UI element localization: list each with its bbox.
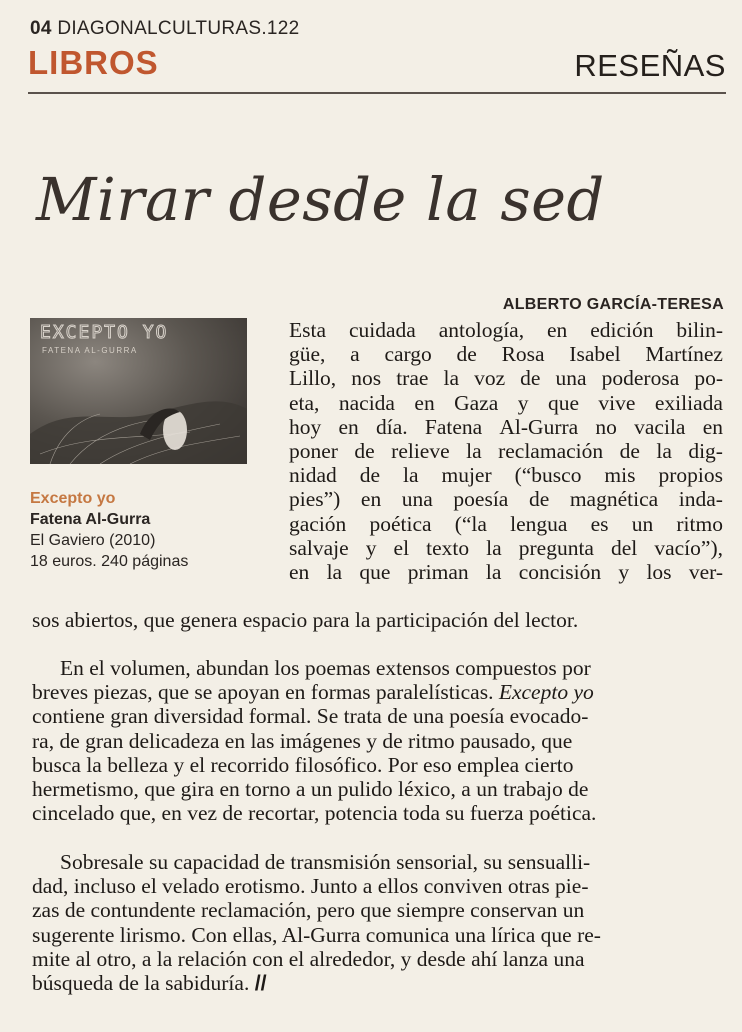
text-line bbox=[289, 415, 723, 439]
end-mark: // bbox=[254, 971, 267, 996]
word: que bbox=[547, 390, 579, 415]
book-cover-image bbox=[30, 318, 247, 464]
article-author: ALBERTO GARCÍA-TERESA bbox=[502, 296, 724, 313]
word: (“busco bbox=[514, 463, 582, 488]
text-line bbox=[289, 342, 723, 366]
word: de bbox=[520, 366, 541, 391]
word: y bbox=[618, 560, 630, 585]
paragraph-1-top bbox=[289, 318, 723, 584]
word: propios bbox=[658, 463, 723, 488]
text-line: contiene gran diversidad formal. Se trata de una poesía evocado- bbox=[32, 704, 589, 729]
word: Al-Gurra bbox=[499, 414, 579, 439]
word: Rosa bbox=[501, 342, 545, 367]
word: magnética bbox=[569, 487, 659, 512]
word: exiliada bbox=[654, 390, 723, 415]
word: bilin- bbox=[676, 318, 723, 342]
word: relieve bbox=[391, 439, 450, 464]
word: antología, bbox=[438, 318, 525, 342]
word: vacío”), bbox=[654, 535, 723, 560]
word: hoy bbox=[289, 414, 322, 439]
word: dig- bbox=[688, 439, 723, 464]
text-line: busca la belleza y el recorrido filosófico. Por eso emplea cierto bbox=[32, 752, 574, 777]
word: la bbox=[466, 439, 482, 464]
text-line bbox=[289, 318, 723, 342]
word: lengua bbox=[510, 511, 568, 536]
word: en bbox=[414, 390, 435, 415]
word: la bbox=[326, 560, 343, 585]
word: y bbox=[365, 535, 377, 560]
text-line: sugerente lirismo. Con ellas, Al-Gurra comunica una lírica que re- bbox=[32, 922, 601, 947]
word: una bbox=[555, 366, 587, 391]
text-line bbox=[289, 391, 723, 415]
word: poderosa bbox=[601, 366, 680, 391]
book-author: Fatena Al-Gurra bbox=[30, 511, 151, 528]
word: cargo bbox=[384, 342, 432, 367]
word: voz bbox=[474, 366, 506, 391]
word: texto bbox=[426, 535, 470, 560]
word: de bbox=[619, 439, 640, 464]
word: trae bbox=[396, 366, 429, 391]
word: de bbox=[359, 463, 381, 488]
text-line bbox=[289, 536, 723, 560]
word: la bbox=[656, 439, 672, 464]
word: salvaje bbox=[289, 535, 349, 560]
word: en bbox=[702, 414, 723, 439]
word: Isabel bbox=[569, 342, 621, 367]
text-line bbox=[289, 512, 723, 536]
word: del bbox=[611, 535, 638, 560]
book-info bbox=[30, 488, 188, 572]
word: no bbox=[595, 414, 617, 439]
cover-illustration bbox=[30, 364, 247, 464]
word: y bbox=[517, 390, 529, 415]
book-price-pages: 18 euros. 240 páginas bbox=[30, 553, 189, 570]
text-line: breves piezas, que se apoyan en formas paralelísticas. Excepto yo bbox=[32, 680, 594, 705]
word: Martínez bbox=[645, 342, 723, 367]
word: vive bbox=[598, 390, 636, 415]
word: pies”) bbox=[289, 487, 341, 512]
word: cuidada bbox=[348, 318, 416, 342]
section-label: LIBROS bbox=[28, 44, 159, 81]
word: el bbox=[393, 535, 410, 560]
rubric-label: RESEÑAS bbox=[574, 48, 726, 83]
word: Esta bbox=[289, 318, 327, 342]
word: güe, bbox=[289, 342, 326, 367]
word: de bbox=[528, 487, 550, 512]
text-line: Sobresale su capacidad de transmisión sensorial, su sensualli- bbox=[60, 850, 591, 874]
text-line bbox=[289, 560, 723, 584]
word: mujer bbox=[441, 463, 492, 488]
word: po- bbox=[694, 366, 723, 391]
text-line: mite al otro, a la relación con el alrededor, y desde ahí lanza una bbox=[32, 946, 585, 971]
text-line bbox=[289, 439, 723, 463]
book-publisher: El Gaviero (2010) bbox=[30, 532, 156, 549]
word: ver- bbox=[688, 560, 723, 585]
text-line: dad, incluso el velado erotismo. Junto a ellos conviven otras pie- bbox=[32, 874, 589, 899]
word: día. bbox=[375, 414, 408, 439]
word: la bbox=[443, 366, 459, 391]
cover-title: EXCEPTO YO bbox=[40, 322, 169, 343]
word: poner bbox=[289, 439, 338, 464]
text-line: búsqueda de la sabiduría. // bbox=[32, 971, 267, 996]
word: en bbox=[289, 560, 310, 585]
word: vacila bbox=[634, 414, 686, 439]
word: a bbox=[350, 342, 360, 367]
text-line bbox=[289, 366, 723, 390]
book-title: Excepto yo bbox=[30, 490, 116, 507]
book-title-italic: Excepto yo bbox=[498, 680, 594, 705]
text-line: ra, de gran delicadeza en las imágenes y de ritmo pausado, que bbox=[32, 728, 573, 753]
text-line: hermetismo, que gira en torno a un pulido léxico, a un trabajo de bbox=[32, 777, 589, 802]
article-title: Mirar desde la sed bbox=[36, 165, 605, 234]
word: en bbox=[547, 318, 568, 342]
word: en bbox=[360, 487, 382, 512]
word: en bbox=[338, 414, 359, 439]
text-line: cincelado que, en vez de recortar, potencia toda su fuerza poética. bbox=[32, 801, 597, 826]
word: la bbox=[486, 535, 502, 560]
word: Lillo, bbox=[289, 366, 337, 391]
word: mis bbox=[604, 463, 636, 488]
word: la bbox=[485, 560, 502, 585]
word: de bbox=[354, 439, 375, 464]
text-line: En el volumen, abundan los poemas extensos compuestos por bbox=[60, 656, 591, 680]
word: poética bbox=[369, 511, 432, 536]
word: pregunta bbox=[518, 535, 594, 560]
text-line bbox=[289, 463, 723, 487]
word: un bbox=[631, 511, 654, 536]
publication-name: DIAGONALCULTURAS.122 bbox=[57, 18, 300, 39]
word: concisión bbox=[518, 560, 602, 585]
word: de bbox=[456, 342, 477, 367]
word: (“la bbox=[454, 511, 487, 536]
word: nos bbox=[351, 366, 382, 391]
word: eta, bbox=[289, 390, 320, 415]
word: nidad bbox=[289, 463, 337, 488]
text-line bbox=[289, 487, 723, 511]
word: poesía bbox=[453, 487, 509, 512]
word: gación bbox=[289, 511, 347, 536]
header-divider bbox=[28, 92, 726, 94]
word: la bbox=[402, 463, 419, 488]
word: reclamación bbox=[498, 439, 604, 464]
page-header bbox=[30, 18, 300, 40]
text-line: sos abiertos, que genera espacio para la participación del lector. bbox=[32, 608, 579, 632]
word: Gaza bbox=[454, 390, 499, 415]
word: que bbox=[359, 560, 391, 585]
paragraph-2 bbox=[32, 656, 723, 825]
word: una bbox=[401, 487, 433, 512]
word: Fatena bbox=[424, 414, 483, 439]
word: priman bbox=[407, 560, 469, 585]
text-line: zas de contundente reclamación, pero que siempre conservan un bbox=[32, 898, 585, 923]
cover-author: FATENA AL-GURRA bbox=[42, 346, 138, 355]
word: inda- bbox=[678, 487, 723, 512]
word: los bbox=[646, 560, 672, 585]
word: es bbox=[590, 511, 609, 536]
word: edición bbox=[590, 318, 654, 342]
paragraph-1-end bbox=[32, 608, 723, 632]
page-number: 04 bbox=[30, 18, 52, 39]
word: nacida bbox=[338, 390, 395, 415]
paragraph-3 bbox=[32, 850, 723, 995]
word: ritmo bbox=[676, 511, 723, 536]
